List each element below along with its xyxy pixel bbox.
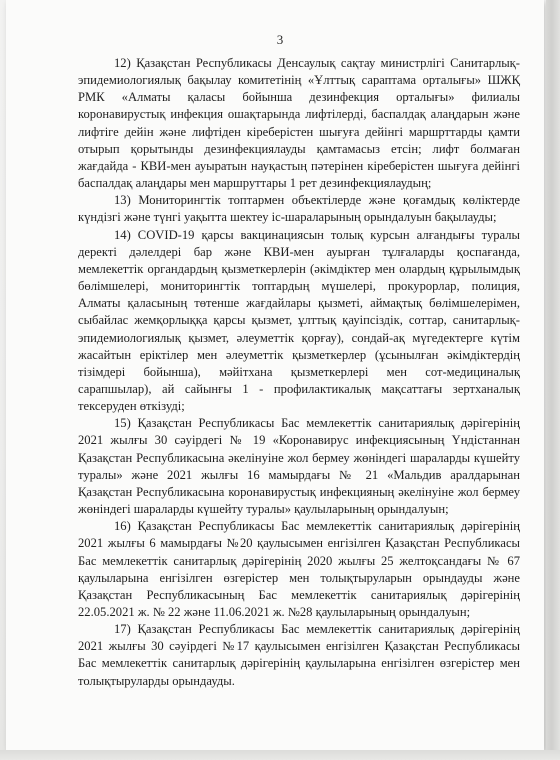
document-body — [78, 55, 520, 690]
paragraph-13: 13) Мониторингтік топтармен объектілерде және қоғамдық көліктерде күндізгі және түнгі уақытта шектеу іс-шараларының орындалуын бақылауды; — [78, 193, 520, 225]
page-number: 3 — [276, 32, 284, 47]
paragraph-16: 16) Қазақстан Республикасы Бас мемлекеттік санитариялық дәрігерінің 2021 жылғы 6 мамырдағы №20 қаулысымен енгізілген Қазақстан Республикасы Бас мемлекеттік санитарлық дәрігерінің 2020 жылғы 25 желтоқсандағы № 67 қаулыларына енгізілген өзгерістер мен толықтыруларын орындауды және Қазақстан Республикасының Бас мемлекеттік санитариялық дәрігерінің 22.05.2021 ж. № 22 және 11.06.2021 ж. №28 қаулыларының орындалуын; — [78, 519, 520, 619]
page-stack-edge — [546, 0, 560, 760]
paragraph-17: 17) Қазақстан Республикасы Бас мемлекеттік санитариялық дәрігерінің 2021 жылғы 30 сәуірдегі №17 қаулысымен енгізілген Қазақстан Республикасы Бас мемлекеттік санитарлық дәрігерінің қаулыларына енгізілген өзгерістер мен толықтыруларды орындауды. — [78, 622, 520, 688]
paragraph-14: 14) COVID-19 қарсы вакцинациясын толық курсын алғандығы туралы деректі дәлелдері бар және КВИ-мен ауырған тұлғаларды қоспағанда, мемлекеттік органдардың қызметкерлерін (әкімдіктер мен олардың құрылымдық бөлімшелері, мониторингтік топтардың мүшелері, прокурорлар, полиция, Алматы қаласының төтенше жағдайлары қызметі, аймақтық бөлімшелерімен, сыбайлас жемқорлыққа қарсы қызмет, ұлттық қауіпсіздік, соттар, санитарлық-эпидемиологиялық қызмет, әлеуметтік қорғау), сондай-ақ мүгедектерге күтім жасайтын еріктілер мен әлеуметтік қызметкерлер (ұсынылған әкімдіктердің тізімдері бойынша), мәйітхана қызметкерлері мен сот-медициналық сарапшылар), ай сайынғы 1 - профилактикалық мақсаттағы зертханалық тексеруден өткізуді; — [78, 227, 520, 414]
page-bottom-edge — [0, 750, 560, 760]
paragraph-15: 15) Қазақстан Республикасы Бас мемлекеттік санитариялық дәрігерінің 2021 жылғы 30 сәуірдегі № 19 «Коронавирус инфекциясының Үндістаннан Қазақстан Республикасына әкелінуіне жол бермеу жөніндегі шараларды күшейту туралы» және 2021 жылғы 16 мамырдағы № 21 «Мальдив аралдарынан Қазақстан Республикасына коронавирустық инфекцияның әкелінуіне жол бермеу жөніндегі шараларды күшейту туралы» қаулыларының орындалуын; — [78, 416, 520, 517]
paragraph-12: 12) Қазақстан Республикасы Денсаулық сақтау министрлігі Санитарлық-эпидемиологиялық бақылау комитетінің «Ұлттық сараптама орталығы» ШЖҚ РМК «Алматы қаласы бойынша дезинфекция орталығы» филиалы коронавирустық инфекция ошақтарында лифтілерді, баспалдақ алаңдарын және лифтіге дейін және лифтіден кіреберістен шығуға дейінгі маршрттарды қамти отырып қорытынды дезинфекциялауды қамтамасыз етсін; лифт болмаған жағдайда - КВИ-мен ауыратын науқастың пәтерінен кіреберістен шығуға дейінгі баспалдақ алаңдары мен маршруттары 1 рет дезинфекциялаудың; — [78, 56, 520, 191]
